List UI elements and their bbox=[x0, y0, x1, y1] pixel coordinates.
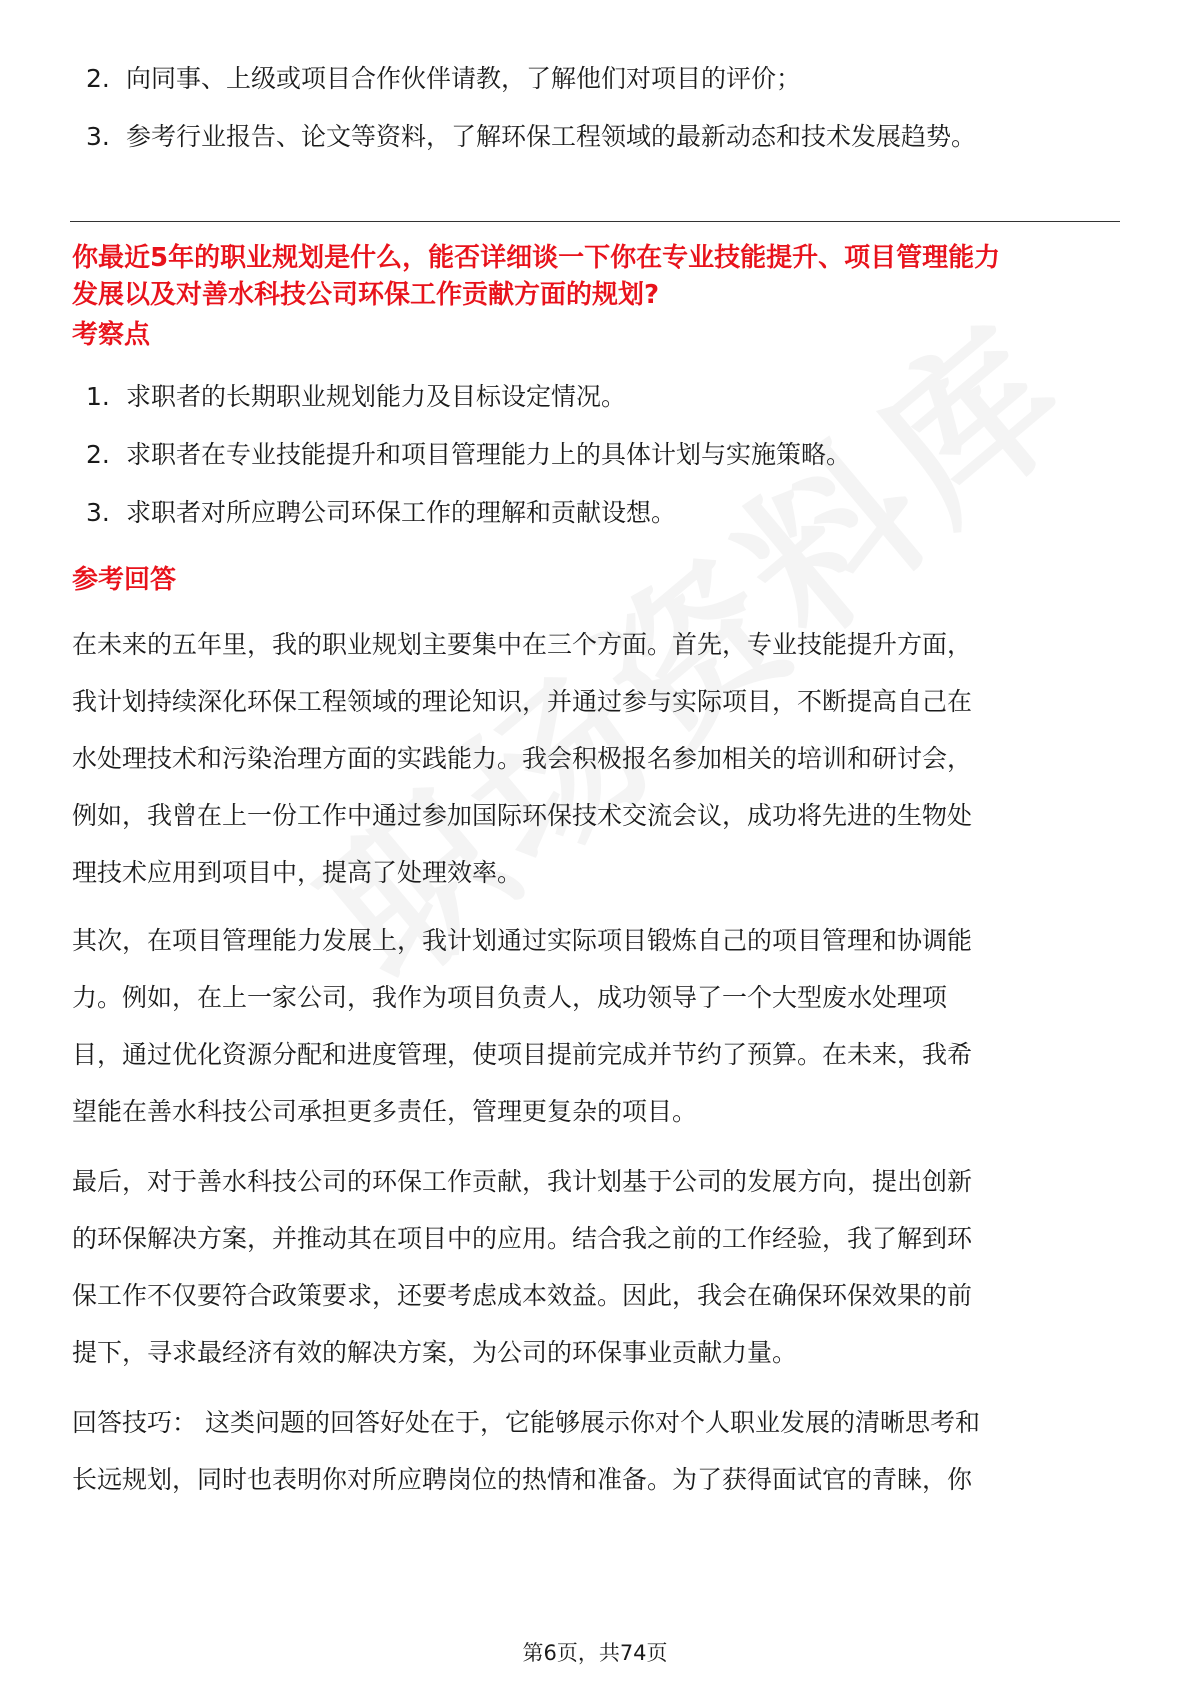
answer-paragraph: 最后，对于善水科技公司的环保工作贡献，我计划基于公司的发展方向，提出创新 的环保解决方案，并推动其在项目中的应用。结合我之前的工作经验，我了解到环 保工作不仅要符合政策要求，还要考虑成本效益。因此，我会在确保环保效果的前 提下，寻求最经济有效的解决方案，为公司的环保事业贡献力量。 bbox=[72, 1167, 973, 1367]
points-heading: 考察点 bbox=[72, 320, 151, 350]
list-item: 3. 求职者对所应聘公司环保工作的理解和贡献设想。 bbox=[86, 498, 677, 527]
list-item: 2. 求职者在专业技能提升和项目管理能力上的具体计划与实施策略。 bbox=[86, 440, 852, 469]
answer-paragraph: 在未来的五年里，我的职业规划主要集中在三个方面。首先，专业技能提升方面， 我计划持续深化环保工程领域的理论知识，并通过参与实际项目，不断提高自己在 水处理技术和污染治理方面的实践能力。我会积极报名参加相关的培训和研讨会， 例如，我曾在上一份工作中通过参加国际环保技术交流会议，成功将先进的生物处 理技术应用到项目中，提高了处理效率。 bbox=[72, 630, 973, 887]
divider bbox=[70, 221, 1120, 222]
answer-tips: 回答技巧： 这类问题的回答好处在于，它能够展示你对个人职业发展的清晰思考和 长远规划，同时也表明你对所应聘岗位的热情和准备。为了获得面试官的青睐，你 bbox=[72, 1408, 980, 1494]
points-list bbox=[86, 368, 851, 542]
answer-paragraph: 其次，在项目管理能力发展上，我计划通过实际项目锻炼自己的项目管理和协调能 力。例如，在上一家公司，我作为项目负责人，成功领导了一个大型废水处理项 目，通过优化资源分配和进度管理，使项目提前完成并节约了预算。在未来，我希 望能在善水科技公司承担更多责任，管理更复杂的项目。 bbox=[72, 926, 973, 1126]
top-list bbox=[86, 50, 976, 166]
list-item: 3. 参考行业报告、论文等资料，了解环保工程领域的最新动态和技术发展趋势。 bbox=[86, 122, 977, 151]
page-number: 第6页，共74页 bbox=[522, 1641, 668, 1665]
answer-heading: 参考回答 bbox=[72, 565, 177, 595]
question-heading: 你最近5年的职业规划是什么，能否详细谈一下你在专业技能提升、项目管理能力 发展以及对善水科技公司环保工作贡献方面的规划? bbox=[72, 243, 1001, 310]
list-item: 2. 向同事、上级或项目合作伙伴请教，了解他们对项目的评价； bbox=[86, 64, 802, 93]
list-item: 1. 求职者的长期职业规划能力及目标设定情况。 bbox=[86, 382, 627, 411]
